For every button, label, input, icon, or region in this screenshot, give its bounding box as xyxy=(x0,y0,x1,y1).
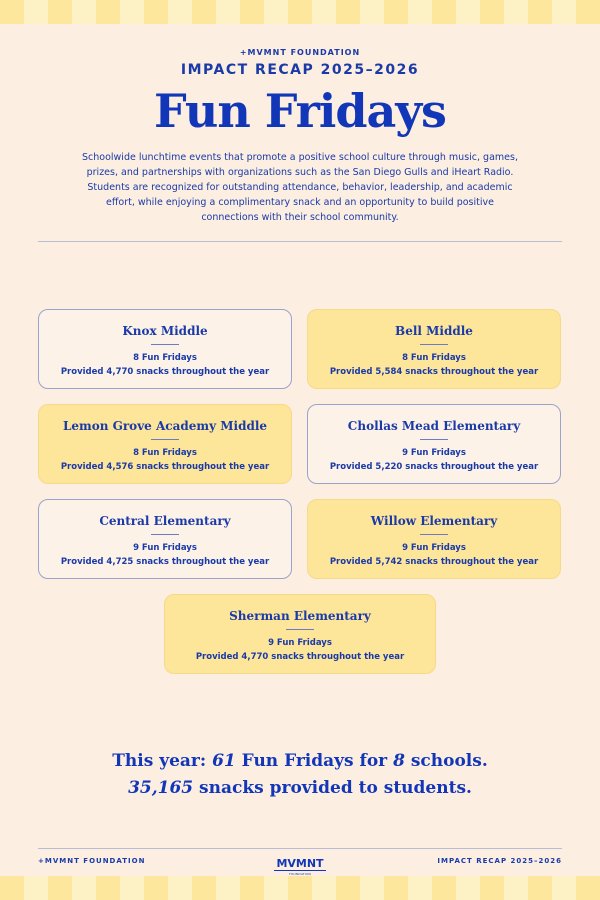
year-summary xyxy=(0,748,600,802)
school-card-lemon-grove xyxy=(38,404,292,484)
snacks-provided: Provided 4,770 snacks throughout the year xyxy=(195,652,405,662)
snacks-provided: Provided 4,725 snacks throughout the year xyxy=(60,557,270,567)
snacks-provided: Provided 5,220 snacks throughout the year xyxy=(329,462,539,472)
bottom-stripe-border xyxy=(0,876,600,900)
school-name: Willow Elementary xyxy=(370,514,498,528)
summary-prefix: This year: xyxy=(112,751,213,771)
snacks-provided: Provided 5,584 snacks throughout the year xyxy=(329,367,539,377)
mvmnt-logo xyxy=(266,852,334,876)
total-fun-fridays: 61 xyxy=(212,751,236,771)
school-name: Lemon Grove Academy Middle xyxy=(62,419,268,433)
school-card-sherman xyxy=(164,594,436,674)
top-divider xyxy=(38,241,562,242)
card-divider xyxy=(151,439,179,440)
school-card-knox xyxy=(38,309,292,389)
school-card-bell xyxy=(307,309,561,389)
card-divider xyxy=(286,629,314,630)
impact-recap-heading: IMPACT RECAP 2025–2026 xyxy=(180,62,420,78)
card-divider xyxy=(420,439,448,440)
snacks-provided: Provided 5,742 snacks throughout the year xyxy=(329,557,539,567)
fun-fridays-count: 9 Fun Fridays xyxy=(268,638,332,648)
page-title: Fun Fridays xyxy=(154,84,446,138)
card-divider xyxy=(151,534,179,535)
snacks-suffix: snacks provided to students. xyxy=(193,778,472,798)
snacks-provided: Provided 4,770 snacks throughout the year xyxy=(60,367,270,377)
logo-wordmark: MVMNT xyxy=(276,857,324,870)
summary-suffix: schools. xyxy=(404,751,488,771)
card-divider xyxy=(151,344,179,345)
fun-fridays-count: 9 Fun Fridays xyxy=(133,543,197,553)
fun-fridays-count: 9 Fun Fridays xyxy=(402,448,466,458)
fun-fridays-count: 9 Fun Fridays xyxy=(402,543,466,553)
top-stripe-border xyxy=(0,0,600,24)
total-snacks: 35,165 xyxy=(128,778,194,798)
card-divider xyxy=(420,534,448,535)
school-name: Central Elementary xyxy=(99,514,231,528)
bottom-divider xyxy=(38,848,562,849)
fun-fridays-count: 8 Fun Fridays xyxy=(133,448,197,458)
footer-recap: IMPACT RECAP 2025–2026 xyxy=(437,857,562,865)
school-name: Bell Middle xyxy=(395,324,473,338)
fun-fridays-count: 8 Fun Fridays xyxy=(402,353,466,363)
school-name: Chollas Mead Elementary xyxy=(347,419,521,433)
footer-foundation: +MVMNT FOUNDATION xyxy=(38,857,146,865)
school-card-central xyxy=(38,499,292,579)
summary-line-1 xyxy=(0,748,600,775)
total-schools: 8 xyxy=(393,751,405,771)
summary-line-2 xyxy=(0,775,600,802)
snacks-provided: Provided 4,576 snacks throughout the year xyxy=(60,462,270,472)
intro-paragraph: Schoolwide lunchtime events that promote a positive school culture through music, games, prizes, and partnerships with organizations such as the San Diego Gulls and iHeart Radio. Students are recognized for outstanding attendance, behavior, leadership, and academic effort, while enjoying a complimentary snack and an opportunity to build positive connections with their school community. xyxy=(82,152,518,223)
summary-middle: Fun Fridays for xyxy=(235,751,394,771)
card-divider xyxy=(420,344,448,345)
school-card-willow xyxy=(307,499,561,579)
school-card-chollas-mead xyxy=(307,404,561,484)
school-name: Sherman Elementary xyxy=(229,609,371,623)
foundation-eyebrow: +MVMNT FOUNDATION xyxy=(239,48,361,57)
school-name: Knox Middle xyxy=(122,324,208,338)
fun-fridays-count: 8 Fun Fridays xyxy=(133,353,197,363)
logo-subtext: FOUNDATION xyxy=(289,872,311,876)
